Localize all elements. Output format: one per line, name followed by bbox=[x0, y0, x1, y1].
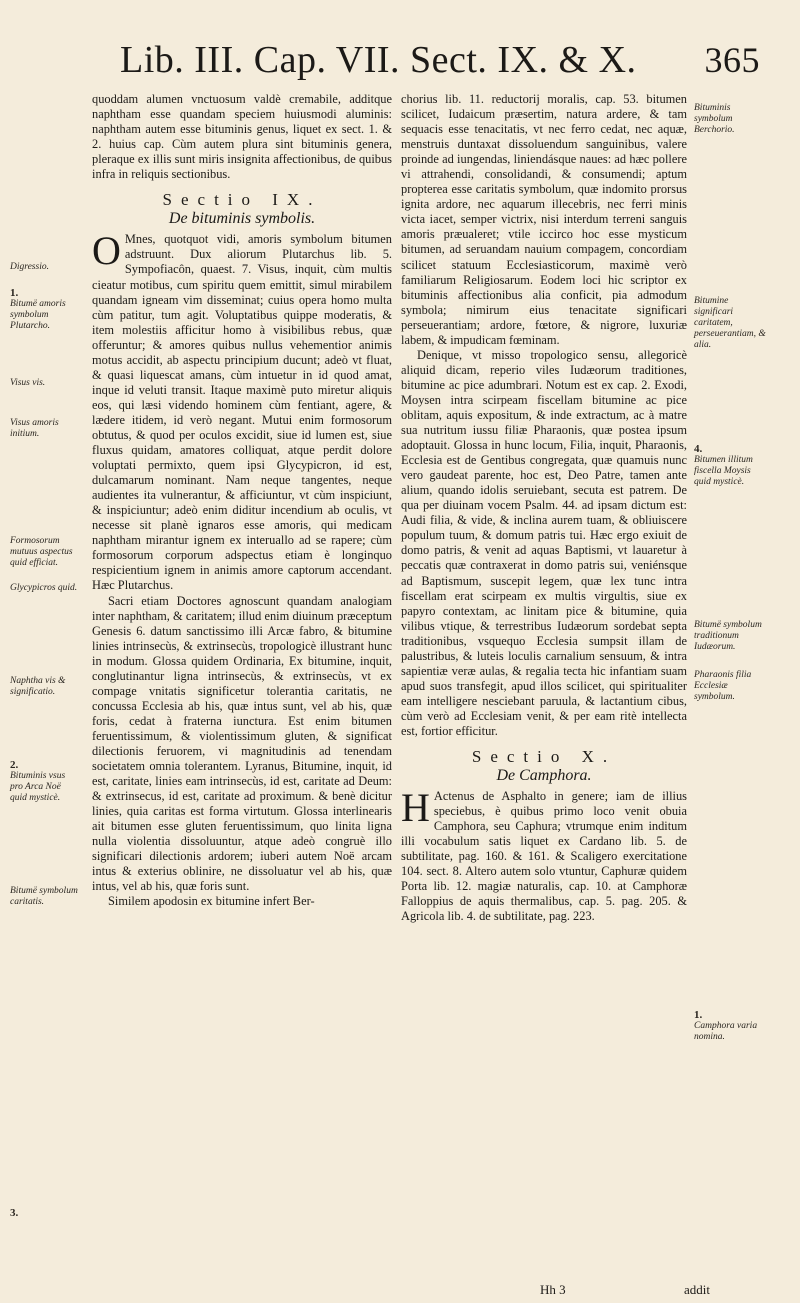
right-margin-note-3-number: 4. bbox=[694, 443, 703, 455]
margin-note-3: Visus amoris initium. bbox=[10, 418, 59, 439]
right-column bbox=[401, 92, 687, 925]
right-margin-note-4: Bitumë symbolum traditionum Iudæorum. bbox=[694, 620, 762, 652]
right-margin-note-6-text: Camphora varia nomina. bbox=[694, 1021, 758, 1042]
signature-mark: Hh 3 bbox=[540, 1282, 566, 1297]
margin-note-digression: Digressio. bbox=[10, 262, 49, 272]
margin-note-1-number: 1. bbox=[10, 287, 19, 299]
section-x-subtitle: De Camphora. bbox=[496, 767, 592, 785]
margin-note-1 bbox=[10, 288, 78, 332]
left-opening-paragraph: quoddam alumen vnctuosum valdè cremabile, additque naphtham esse quandam speciem huiusmodi aluminis: naphtham autem esse bituminis genus, liquet ex sect. 1. & 2. huius cap. Cùm autem plura sint bituminis genera, pleraque ex illis sunt miris insignita affectionibus, de quibus infra in reliquis sectionibus. bbox=[92, 92, 392, 182]
margin-note-9 bbox=[10, 1208, 78, 1219]
section-ix-paragraph-3: Similem apodosin ex bitumine infert Ber- bbox=[108, 894, 315, 909]
page-footer bbox=[540, 1282, 710, 1298]
margin-note-4: Formosorum mutuus aspectus quid efficiat. bbox=[10, 536, 73, 568]
section-x-paragraph-1 bbox=[401, 785, 687, 924]
right-paragraph-1: chorius lib. 11. reductorij moralis, cap. 53. bitumen scilicet, Iudaicum præsertim, natura ardere, & tam sequacis esse tenacitatis, vt nec ferro cedat, nec aquæ, menstruis duntaxat dissoluendum sanguinibus, valere proinde ad iungendas, liniendásque naues: ad hæc pollere vi attrahendi, consolidandi, & consumendi; aptum propterea esse caritatis symbolum, quæ indomito prorsus ignita ardore, nec aquarum illecebris, nec ferri minis victa iacet, semper victrix, nisi interdum terreni sanguis amoris præualeret; vtile iccirco hoc esse mysticum bitumen, ad seruandam nauium compagem, concordiam scilicet statuum Ecclesiasticorum, maximè verò familiarum Religiosarum. Eodem loci hic scriptor ex bituminis affectionibus alia conficit, pia admodum symbola; nimirum eius tenacitate significari perseuerantiam; ardore, fœtore, & nigrore, luxuriæ labem, & impudicam fœminam. bbox=[401, 92, 687, 347]
right-margin-note-3 bbox=[694, 444, 766, 488]
margin-note-7-text: Bituminis vsus pro Arca Noë quid mysticè. bbox=[10, 771, 66, 803]
right-margin-note-6-number: 1. bbox=[694, 1009, 703, 1021]
page-number: 365 bbox=[704, 40, 760, 80]
right-margin-note-2: Bitumine significari caritatem, perseuerantiam, & alia. bbox=[694, 296, 766, 350]
margin-note-7 bbox=[10, 760, 78, 804]
catchword: addit bbox=[684, 1282, 710, 1297]
margin-note-5: Glycypicros quid. bbox=[10, 583, 78, 593]
section-x-heading: Sectio X. bbox=[471, 747, 617, 767]
section-ix-paragraph-1 bbox=[92, 228, 392, 593]
dropcap-h: H bbox=[401, 785, 430, 831]
right-margin-note-1: Bituminis symbolum Berchorio. bbox=[694, 103, 735, 135]
dropcap-o: O bbox=[92, 228, 121, 274]
right-margin-note-3-text: Bitumen illitum fiscella Moysis quid mysticè. bbox=[694, 455, 753, 487]
section-ix-subtitle: De bituminis symbolis. bbox=[168, 210, 316, 228]
section-ix-paragraph-1-text: Mnes, quotquot vidi, amoris symbolum bitumen adstruunt. Dux aliorum Plutarchus lib. 5. Sympofiacôn, quaest. 7. Visus, inquit, cùm multis cieatur motibus, cum spiritu quem emittit, simul mirabilem quandam igneam vim disseminat; cuius opera homo multa cùm patitur, tum agit. Voluptatibus quippe moderatis, & item molestiis afficitur homo à visibilibus rebus, quæ offeruntur; & amores quibus nullus vehementior animis motus accidit, ab aspectu principium ducunt; adeò vt fluat, & quasi liquescat amans, cùm intuetur in id quod amat, inque id veluti transit. Itaque maximè puto miretur aliquis eos, qui læsi videndo hominem cùm fentiant, agere, & lædere itidem, id verò negant. Mutui enim formosorum obtutus, & quod per oculos excidit, siue id lumen est, siue fluxus quidam, amatores colliquat, atque perdit dolore voluptati permixto, quem ipsi Glycypicron, id est, dulcamarum nominant. Nam neque tangentes, neque audientes ita vulnerantur, & afficiuntur, vt cùm inspiciunt, & inspiciuntur; adeò enim diditur incendium ab oculis, vt necesse sit planè ignaros esse amoris, qui medicam naphtham mirantur ignem ex interuallo ad se rapere; cùm formosorum corporum adspectus etiam è longinquo respicientium ignem in animis amore captorum accendant. Hæc Plutarchus. bbox=[92, 232, 392, 593]
left-column bbox=[92, 92, 392, 909]
section-ix-heading: Sectio IX. bbox=[162, 190, 322, 210]
margin-note-8: Bitumë symbolum caritatis. bbox=[10, 886, 78, 907]
margin-note-9-number: 3. bbox=[10, 1207, 19, 1219]
section-ix-paragraph-2: Sacri etiam Doctores agnoscunt quandam analogiam inter naphtham, & caritatem; illud enim diuinum præceptum Genesis 6. datum sanctissimo illi Arcæ fabro, & bitumine linies intrinsecùs, & extrinsecùs, tropologicè illustrant hunc in modum. Glossa quidem Ordinaria, Ex bitumine, inquit, conglutinantur ligna intrinsecùs, & extrinsecùs, vt ex compage vnitatis significetur tolerantia caritatis, ne concussa Ecclesia ab his, quæ intus sunt, vel ab his, quæ foris, cedat à fraterna iunctura. Est enim bitumen feruentissimum, & violentissimum gluten, & significat dilectionis feruorem, vi magnitudinis ad tenendam societatem omnia tolerantem. Lyranus, Bitumine, inquit, id est, caritate, linies eam intrinsecùs, id est, caritate ad Deum: & extrinsecus, id est, caritate ad proximum. & benè dicitur linies, quia caritas est forma virtutum. Glossa interlinearis ait bitumen esse gluten feruentissimum, quo linita ligna nulla violentia dissoluuntur, atque adeò congruè illo significari dilectionis ardorem; iuberi autem Noë arcam intus & exterius oblinire, ne dissoluatur vel ab his, quæ intus, vel ab his, quæ foris sunt. bbox=[92, 593, 392, 894]
right-paragraph-2: Denique, vt misso tropologico sensu, allegoricè aliquid dicam, reperio viles Iudæorum traditiones, bitumine ac pice adumbrari. Notum est ex cap. 2. Exodi, Moysen intra scirpeam fiscellam bitumine ac pice oblitam, aquis expositum, & inde extractum, ac à matre sua nutritum iussu filiæ Pharaonis, quæ postea ipsum adoptauit. Glossa in hunc locum, Filia, inquit, Pharaonis, Ecclesia est de Gentibus congregata, quæ quamuis nunc vero gaudeat parente, hoc est, Deo Patre, tamen ante alium, quando idolis seruiebant, secuta est patrem. De qua per diuinam vocem Psalm. 44. ad ipsam dictum est: Audi filia, & vide, & inclina aurem tuam, & obliuiscere populum tuum, & domum patris tui. Hæc ergo exiuit de domo patris, & venit ad aquas Baptismi, vt lauaretur à peccatis quæ contraxerat in domo patris sui, veniénsque ad Baptismum, suscepit legem, quæ lex tunc intra fiscellam erat scirpeam ex multis virgultis, siue ex papyro contextam, ac linitam pice & bitumine, quia vilibus vtique, & terrestribus Iudæorum sordebat septa traditionibus, vsquequo Ecclesia sumpsit illam de palustribus, & luteis loculis carnalium sensuum, & intra sapientiæ veræ aulas, & regalia tecta hic infantiam suam apud suos transfegit, apud illos scilicet, qui spiritualiter eam intelligere nesciebant paruula, & lactantium cibus, cùm verò ad Ecclesiam venit, & per eam ritè intellecta est, fortior efficitur. bbox=[401, 347, 687, 738]
running-head bbox=[120, 38, 760, 82]
right-margin-note-6 bbox=[694, 1010, 766, 1043]
margin-note-1-text: Bitumë amoris symbolum Plutarcho. bbox=[10, 299, 66, 331]
margin-note-7-number: 2. bbox=[10, 759, 19, 771]
margin-note-2: Visus vis. bbox=[10, 378, 46, 388]
running-title: Lib. III. Cap. VII. Sect. IX. & X. bbox=[120, 39, 637, 81]
section-x-paragraph-1-text: Actenus de Asphalto in genere; iam de illius speciebus, è quibus primo loco venit obuia Camphora, seu Caphura; vtrumque enim inditum illi vocabulum satis liquet ex Cardano lib. 5. de subtilitate, pag. 160. & 161. & Scaligero exercitatione 104. sect. 8. Altero autem solo vtuntur, Caphuræ quidem Porta lib. 12. magiæ naturalis, cap. 10. at Camphoræ Falloppius de aquis thermalibus, cap. 5. pag. 205. & Agricola lib. 4. de subtilitate, pag. 223. bbox=[401, 789, 687, 924]
right-margin-note-5: Pharaonis filia Ecclesiæ symbolum. bbox=[694, 670, 752, 702]
margin-note-6: Naphtha vis & significatio. bbox=[10, 676, 66, 697]
